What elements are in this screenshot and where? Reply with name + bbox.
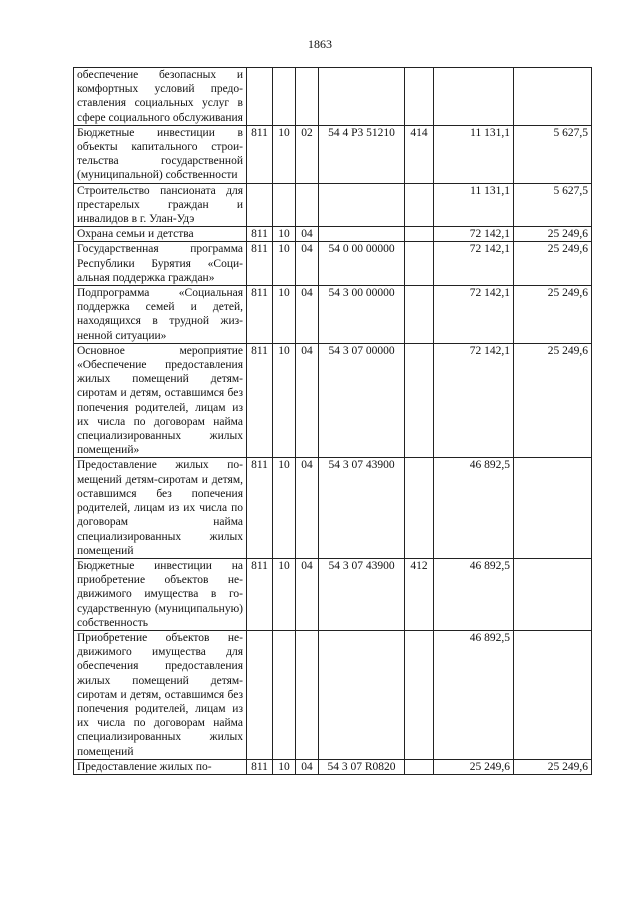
subsection-code-cell: [296, 183, 319, 227]
amount-1-cell: 46 892,5: [434, 558, 514, 630]
department-code-cell: 811: [247, 458, 273, 558]
target-article-cell: 54 0 00 00000: [319, 242, 405, 286]
subsection-code-cell: 04: [296, 343, 319, 458]
subsection-code-cell: 04: [296, 286, 319, 344]
subsection-code-cell: 04: [296, 759, 319, 774]
amount-1-cell: 72 142,1: [434, 343, 514, 458]
department-code-cell: [247, 630, 273, 759]
table-row: [74, 183, 592, 227]
department-code-cell: 811: [247, 286, 273, 344]
target-article-cell: 54 3 00 00000: [319, 286, 405, 344]
target-article-cell: [319, 68, 405, 126]
section-code-cell: 10: [273, 227, 296, 242]
section-code-cell: 10: [273, 458, 296, 558]
table-row: [74, 286, 592, 344]
department-code-cell: 811: [247, 227, 273, 242]
amount-2-cell: 25 249,6: [514, 227, 592, 242]
amount-2-cell: 25 249,6: [514, 343, 592, 458]
target-article-cell: 54 3 07 43900: [319, 458, 405, 558]
expense-type-cell: [405, 458, 434, 558]
section-code-cell: 10: [273, 125, 296, 183]
target-article-cell: 54 3 07 R0820: [319, 759, 405, 774]
expense-type-cell: [405, 759, 434, 774]
section-code-cell: [273, 68, 296, 126]
expense-type-cell: [405, 343, 434, 458]
section-code-cell: 10: [273, 759, 296, 774]
section-code-cell: 10: [273, 286, 296, 344]
row-name-cell: Строительство пансионата для престарелых граждан и инвалидов в г. Улан-Удэ: [74, 183, 247, 227]
department-code-cell: 811: [247, 343, 273, 458]
target-article-cell: 54 3 07 43900: [319, 558, 405, 630]
section-code-cell: [273, 183, 296, 227]
section-code-cell: 10: [273, 242, 296, 286]
subsection-code-cell: 04: [296, 458, 319, 558]
table-row: [74, 343, 592, 458]
amount-1-cell: 11 131,1: [434, 125, 514, 183]
expense-type-cell: [405, 286, 434, 344]
subsection-code-cell: [296, 630, 319, 759]
amount-1-cell: 72 142,1: [434, 286, 514, 344]
table-row: [74, 759, 592, 774]
expense-type-cell: [405, 630, 434, 759]
amount-1-cell: 25 249,6: [434, 759, 514, 774]
amount-1-cell: [434, 68, 514, 126]
amount-2-cell: [514, 458, 592, 558]
row-name-cell: Бюджетные инвестиции на приобретение объектов недвижимого имущества в государственную (муниципальную) собственность: [74, 558, 247, 630]
department-code-cell: [247, 68, 273, 126]
row-name-cell: Предоставление жилых по-: [74, 759, 247, 774]
table-row: [74, 125, 592, 183]
row-name-cell: Охрана семьи и детства: [74, 227, 247, 242]
expense-type-cell: 412: [405, 558, 434, 630]
amount-1-cell: 46 892,5: [434, 458, 514, 558]
row-name-cell: Основное мероприятие «Обеспечение предоставления жилых помещений детям-сиротам и детям, оставшимся без попечения родителей, лицам из их числа по договорам найма специализированных жилых помещений»: [74, 343, 247, 458]
amount-1-cell: 72 142,1: [434, 227, 514, 242]
table-row: [74, 458, 592, 558]
department-code-cell: 811: [247, 558, 273, 630]
expense-type-cell: [405, 242, 434, 286]
department-code-cell: 811: [247, 759, 273, 774]
amount-1-cell: 72 142,1: [434, 242, 514, 286]
section-code-cell: 10: [273, 343, 296, 458]
target-article-cell: 54 3 07 00000: [319, 343, 405, 458]
row-name-cell: Подпрограмма «Социальная поддержка семей и детей, находящихся в трудной жизненной ситуации»: [74, 286, 247, 344]
section-code-cell: 10: [273, 558, 296, 630]
amount-2-cell: 25 249,6: [514, 286, 592, 344]
row-name-cell: Государственная программа Республики Бурятия «Социальная поддержка граждан»: [74, 242, 247, 286]
target-article-cell: [319, 227, 405, 242]
subsection-code-cell: [296, 68, 319, 126]
department-code-cell: [247, 183, 273, 227]
row-name-cell: Предоставление жилых помещений детям-сиротам и детям, оставшимся без попечения родителей, лицам из их числа по договорам найма специализированных жилых помещений: [74, 458, 247, 558]
expense-type-cell: [405, 68, 434, 126]
subsection-code-cell: 04: [296, 242, 319, 286]
table-row: [74, 558, 592, 630]
amount-2-cell: 25 249,6: [514, 759, 592, 774]
budget-table: [73, 67, 592, 775]
table-row: [74, 227, 592, 242]
expense-type-cell: 414: [405, 125, 434, 183]
table-body: [74, 68, 592, 775]
amount-2-cell: [514, 68, 592, 126]
page-number: 1863: [308, 37, 332, 51]
section-code-cell: [273, 630, 296, 759]
amount-2-cell: 25 249,6: [514, 242, 592, 286]
amount-2-cell: 5 627,5: [514, 183, 592, 227]
amount-2-cell: [514, 630, 592, 759]
target-article-cell: [319, 183, 405, 227]
target-article-cell: 54 4 P3 51210: [319, 125, 405, 183]
amount-2-cell: 5 627,5: [514, 125, 592, 183]
subsection-code-cell: 04: [296, 227, 319, 242]
amount-1-cell: 46 892,5: [434, 630, 514, 759]
table-row: [74, 242, 592, 286]
table-row: [74, 68, 592, 126]
expense-type-cell: [405, 183, 434, 227]
target-article-cell: [319, 630, 405, 759]
department-code-cell: 811: [247, 242, 273, 286]
row-name-cell: Бюджетные инвестиции в объекты капитального строительства государственной (муниципальной) собственности: [74, 125, 247, 183]
department-code-cell: 811: [247, 125, 273, 183]
expense-type-cell: [405, 227, 434, 242]
amount-1-cell: 11 131,1: [434, 183, 514, 227]
row-name-cell: обеспечение безопасных и комфортных условий предоставления социальных услуг в сфере социального обслуживания: [74, 68, 247, 126]
amount-2-cell: [514, 558, 592, 630]
row-name-cell: Приобретение объектов недвижимого имущества для обеспечения предоставления жилых помещений детям-сиротам и детям, оставшимся без попечения родителей, лицам из их числа по договорам найма специализированных жилых помещений: [74, 630, 247, 759]
subsection-code-cell: 04: [296, 558, 319, 630]
subsection-code-cell: 02: [296, 125, 319, 183]
table-row: [74, 630, 592, 759]
